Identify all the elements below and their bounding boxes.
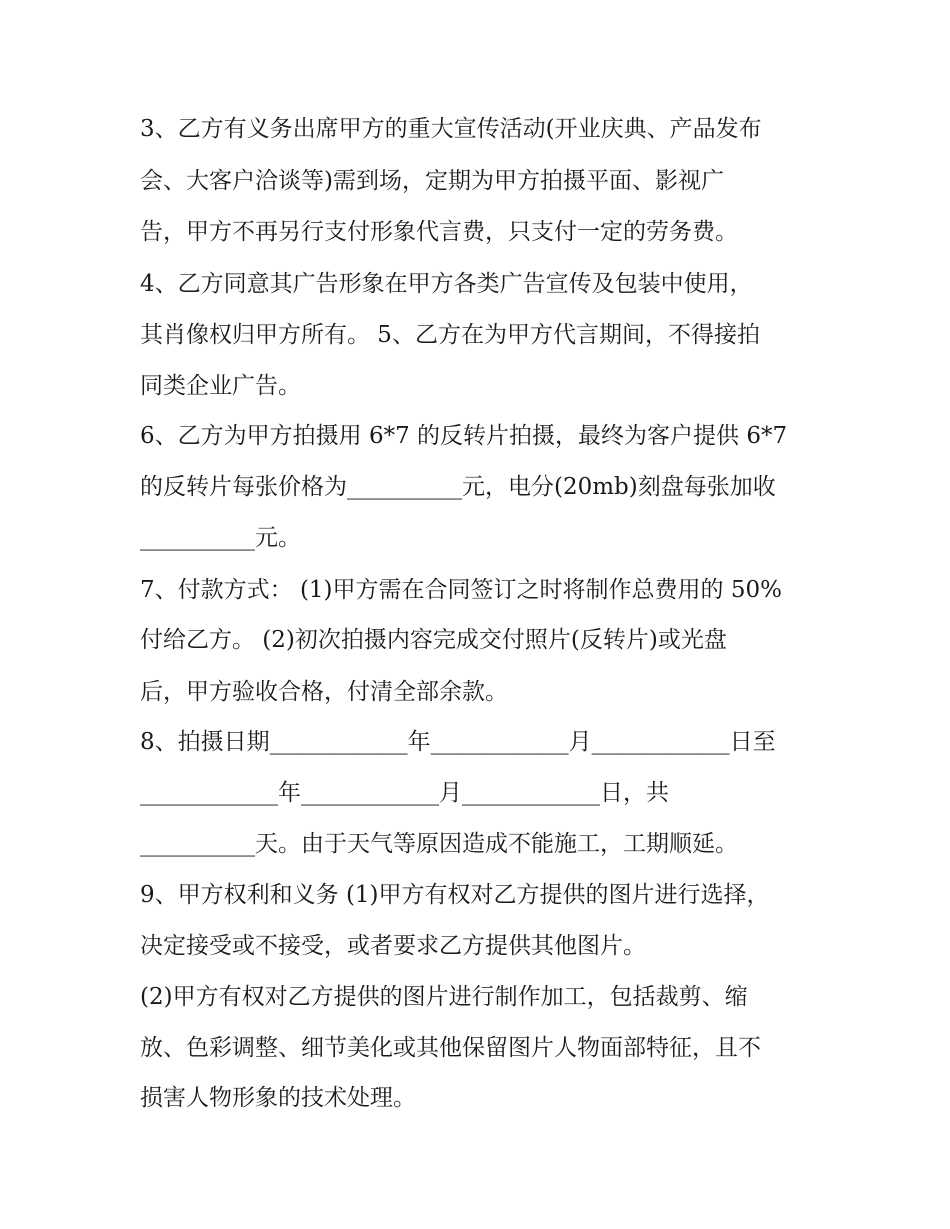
text-line (140, 1083, 416, 1113)
text-line (140, 166, 724, 196)
text-line-content: 4、乙方同意其广告形象在甲方各类广告宣传及包装中使用， (140, 271, 753, 297)
text-line-content: 6、乙方为甲方拍摄用 6*7 的反转片拍摄，最终为客户提供 6*7 (140, 423, 788, 449)
text-line-content: ____________年____________月____________日，共 (140, 780, 669, 806)
text-line-content: 告，甲方不再另行支付形象代言费，只支付一定的劳务费。 (140, 219, 738, 245)
text-line-content: 后，甲方验收合格，付清全部余款。 (140, 679, 508, 705)
text-line-content: 放、色彩调整、细节美化或其他保留图片人物面部特征，且不 (140, 1035, 761, 1061)
text-line (140, 320, 760, 350)
text-line (140, 1033, 761, 1063)
text-line (140, 778, 669, 808)
text-line (140, 829, 738, 859)
text-line-content: __________天。由于天气等原因造成不能施工，工期顺延。 (140, 831, 738, 857)
text-line (140, 523, 301, 553)
text-line (140, 472, 776, 502)
text-line (140, 625, 727, 655)
text-line-content: 8、拍摄日期____________年____________月____________日至 (140, 729, 776, 755)
text-line (140, 269, 753, 299)
text-line-content: 9、甲方权利和义务 (1)甲方有权对乙方提供的图片进行选择， (140, 882, 770, 908)
text-line (140, 421, 787, 451)
text-line-content: 付给乙方。 (2)初次拍摄内容完成交付照片(反转片)或光盘 (140, 627, 727, 653)
text-line (140, 371, 301, 401)
text-line-content: 会、大客户洽谈等)需到场，定期为甲方拍摄平面、影视广 (140, 168, 724, 194)
text-line (140, 677, 508, 707)
text-line (140, 575, 782, 605)
text-line-content: 损害人物形象的技术处理。 (140, 1085, 416, 1111)
text-line (140, 880, 770, 910)
text-line (140, 982, 748, 1012)
text-line-content: 决定接受或不接受，或者要求乙方提供其他图片。 (140, 933, 646, 959)
text-line (140, 114, 762, 144)
text-line-content: 同类企业广告。 (140, 373, 301, 399)
text-line-content: 的反转片每张价格为__________元，电分(20mb)刻盘每张加收 (140, 474, 776, 500)
text-line (140, 217, 738, 247)
text-line-content: 其肖像权归甲方所有。 5、乙方在为甲方代言期间，不得接拍 (140, 322, 760, 348)
text-line-content: 3、乙方有义务出席甲方的重大宣传活动(开业庆典、产品发布 (140, 116, 762, 142)
text-line-content: (2)甲方有权对乙方提供的图片进行制作加工，包括裁剪、缩 (140, 984, 748, 1010)
text-line (140, 931, 646, 961)
text-line (140, 727, 776, 757)
text-line-content: 7、付款方式： (1)甲方需在合同签订之时将制作总费用的 50% (140, 577, 782, 603)
text-line-content: __________元。 (140, 525, 301, 551)
